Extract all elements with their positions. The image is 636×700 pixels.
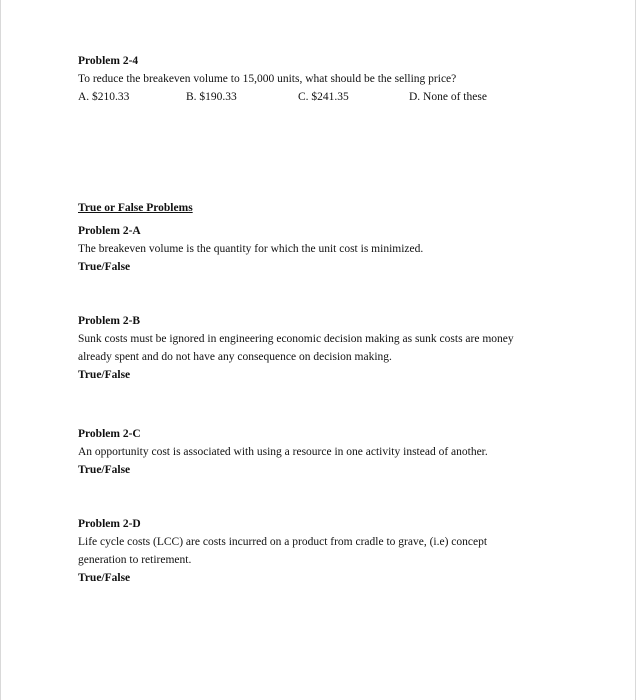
problem-2-4: [78, 52, 568, 106]
true-false-section: [78, 199, 568, 217]
section-heading: True or False Problems: [78, 202, 193, 214]
problem-2-d: [78, 515, 558, 587]
problem-statement-line-1: Life cycle costs (LCC) are costs incurred on a product from cradle to grave, (i.e) concept: [78, 536, 488, 548]
option-b: B. $190.33: [186, 91, 237, 103]
true-false-label: True/False: [78, 572, 131, 584]
problem-title: Problem 2-D: [78, 518, 141, 530]
page-edge-left: [0, 0, 1, 700]
option-c: C. $241.35: [298, 91, 349, 103]
true-false-label: True/False: [78, 464, 131, 476]
answer-options: [78, 88, 568, 106]
problem-title: Problem 2-A: [78, 225, 141, 237]
problem-title: Problem 2-4: [78, 55, 139, 67]
problem-2-c: [78, 425, 568, 479]
problem-statement-line-2: already spent and do not have any consequence on decision making.: [78, 351, 392, 363]
option-d: D. None of these: [409, 91, 487, 103]
true-false-label: True/False: [78, 261, 131, 273]
problem-2-a: [78, 222, 568, 276]
problem-statement-line-1: Sunk costs must be ignored in engineering economic decision making as sunk costs are money: [78, 333, 514, 345]
problem-statement: An opportunity cost is associated with using a resource in one activity instead of another.: [78, 446, 488, 458]
problem-title: Problem 2-C: [78, 428, 141, 440]
problem-statement-line-2: generation to retirement.: [78, 554, 192, 566]
problem-2-b: [78, 312, 548, 384]
problem-statement: The breakeven volume is the quantity for which the unit cost is minimized.: [78, 243, 424, 255]
option-a: A. $210.33: [78, 91, 130, 103]
true-false-label: True/False: [78, 369, 131, 381]
problem-question: To reduce the breakeven volume to 15,000 units, what should be the selling price?: [78, 73, 457, 85]
problem-title: Problem 2-B: [78, 315, 141, 327]
